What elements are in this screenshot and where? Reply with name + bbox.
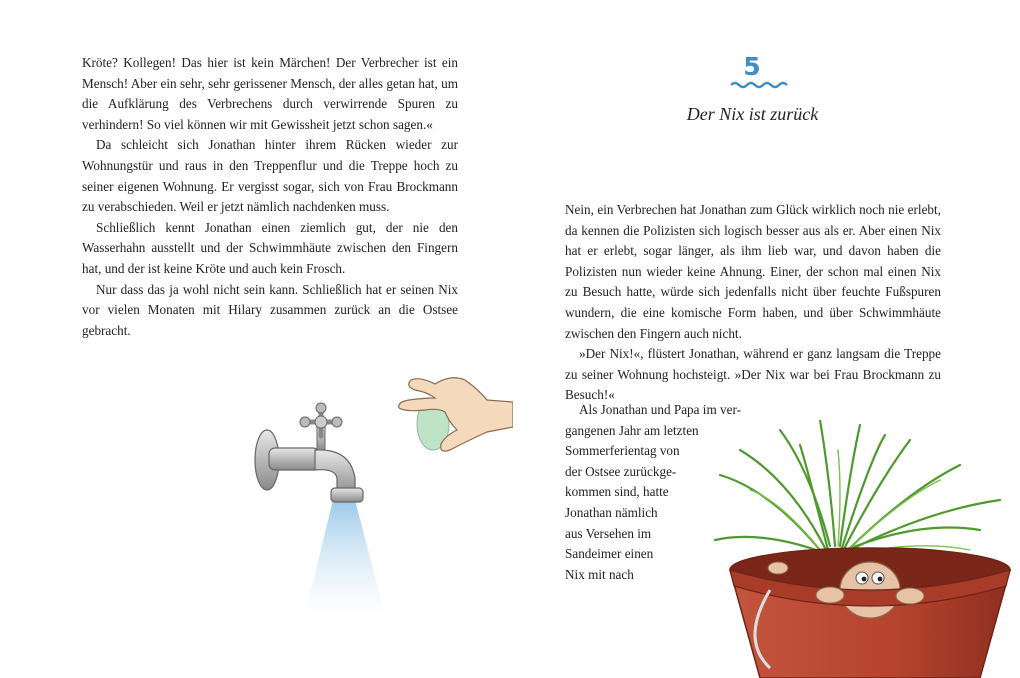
chapter-number: 5 (743, 52, 761, 81)
text-line: Sandeimer einen (565, 546, 654, 562)
hand-illustration (395, 372, 513, 472)
faucet-illustration (245, 400, 395, 615)
paragraph: »Der Nix!«, flüstert Jonathan, während er ganz langsam die Treppe zu seiner Wohnung hochsteigt. »Der Nix war bei Frau Brockmann zu Besuch!« (565, 346, 941, 403)
paragraph: Schließlich kennt Jonathan einen ziemlich gut, der nie den Wasserhahn ausstellt und der Schwimmhäute zwischen den Fingern hat, und der ist keine Kröte und auch kein Frosch. (82, 219, 458, 276)
paragraph: Nein, ein Verbrechen hat Jonathan zum Glück wirklich noch nie erlebt, da kennen die Polizisten sich logisch besser aus als er. Aber einen Nix hat er erlebt, sogar länger, als ihm lieb war, und davon haben die Polizisten nun wieder keine Ahnung. Einer, der schon mal einen Nix zu Besuch hatte, würde sich jedenfalls nicht über feuchte Fußspuren wundern, die eine komische Form haben, und über Schwimmhäute zwischen den Fingern auch nicht. (565, 202, 941, 341)
text-line: Sommerferientag von (565, 443, 680, 459)
right-page-text (565, 200, 941, 406)
text-line: Als Jonathan und Papa im ver- (579, 402, 741, 417)
text-line: Jonathan nämlich (565, 504, 658, 520)
paragraph: Kröte? Kollegen! Das hier ist kein Märchen! Der Verbrecher ist ein Mensch! Aber ein sehr, sehr gerissener Mensch, der alles getan hat, um die Aufklärung des Verbrechens durch verwirrende Spuren zu verhindern! So viel können wir mit Gewissheit jetzt schon sagen.« (82, 55, 458, 132)
text-line: kommen sind, hatte (565, 484, 669, 500)
chapter-title: Der Nix ist zurück (686, 104, 819, 124)
text-line: der Ostsee zurückge- (565, 463, 677, 479)
right-page (510, 0, 1020, 678)
left-page-text (82, 53, 458, 341)
wave-ornament (729, 80, 789, 90)
bucket-nix-illustration (710, 420, 1020, 678)
paragraph: Da schleicht sich Jonathan hinter ihrem Rücken wieder zur Wohnungstür und raus in den Treppenflur und die Treppe hoch zu seiner eigenen Wohnung. Er vergisst sogar, sich von Frau Brockmann zu verabschieden. Weil er jetzt nämlich nachdenken muss. (82, 137, 458, 215)
text-line: Nix mit nach (565, 566, 634, 582)
text-line: gangenen Jahr am letzten (565, 422, 699, 438)
paragraph: Nur dass das ja wohl nicht sein kann. Schließlich hat er seinen Nix vor vielen Monaten mit Hilary zusammen zurück an die Ostsee gebracht. (82, 281, 458, 338)
text-line: aus Versehen im (565, 525, 652, 541)
